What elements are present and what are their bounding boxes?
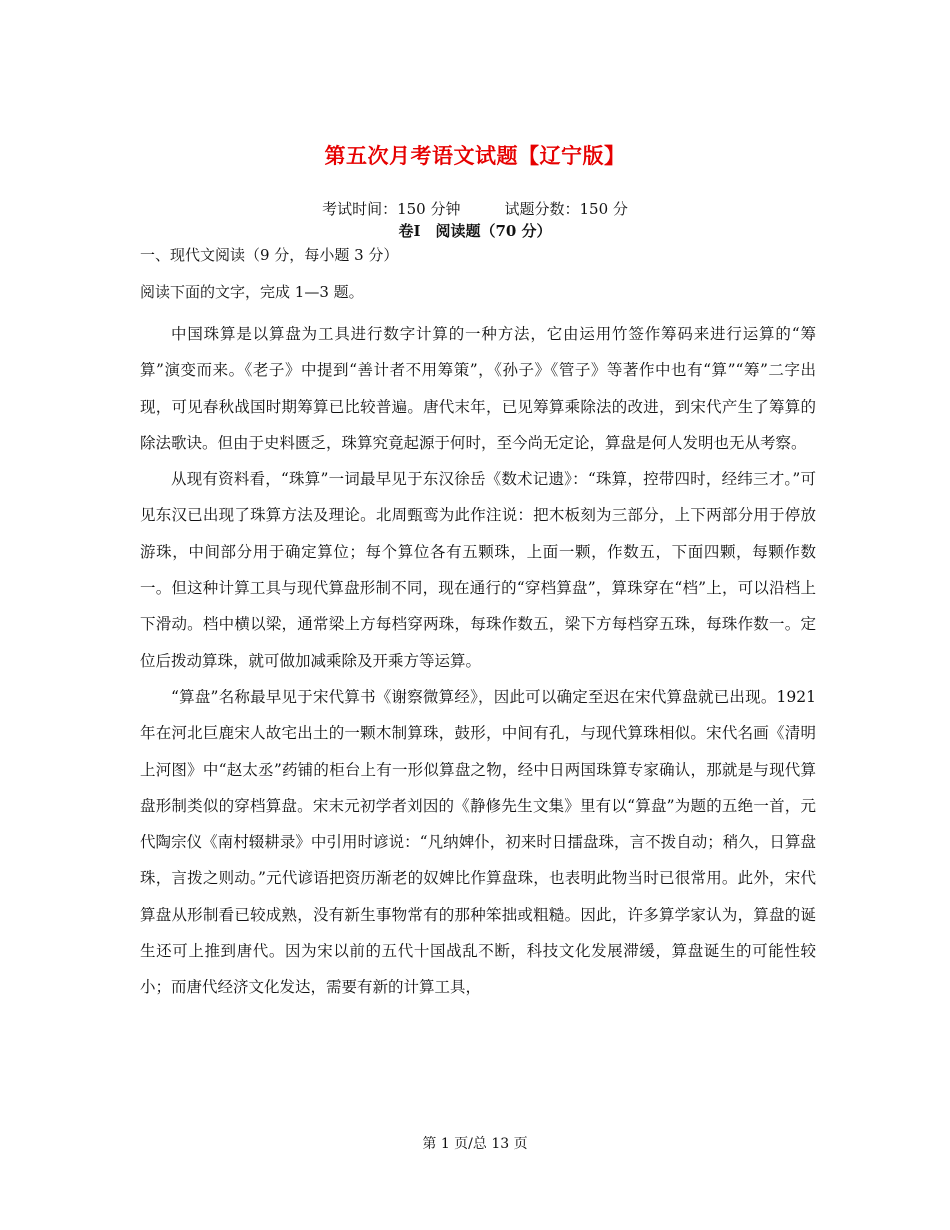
passage-paragraph-3: “算盘”名称最早见于宋代算书《谢察微算经》，因此可以确定至迟在宋代算盘就已出现。1921 年在河北巨鹿宋人故宅出土的一颗木制算珠，鼓形，中间有孔，与现代算珠相似。宋代名画《清明上河图》中“赵太丞”药铺的柜台上有一形似算盘之物，经中日两国珠算专家确认，那就是与现代算盘形制类似的穿档算盘。宋末元初学者刘因的《静修先生文集》里有以“算盘”为题的五绝一首，元代陶宗仪《南村辍耕录》中引用时谚说：“凡纳婢仆，初来时日擂盘珠，言不拨自动；稍久，日算盘珠，言拨之则动。”元代谚语把资历渐老的奴婢比作算盘珠，也表明此物当时已很常用。此外，宋代算盘从形制看已较成熟，没有新生事物常有的那种笨拙或粗糙。因此，许多算学家认为，算盘的诞生还可上推到唐代。因为宋以前的五代十国战乱不断，科技文化发展滞缓，算盘诞生的可能性较小；而唐代经济文化发达，需要有新的计算工具， xyxy=(140,687,816,997)
passage-paragraph-2: 从现有资料看，“珠算”一词最早见于东汉徐岳《数术记遗》：“珠算，控带四时，经纬三才。”可见东汉已出现了珠算方法及理论。北周甄鸾为此作注说：把木板刻为三部分，上下两部分用于停放游珠，中间部分用于确定算位；每个算位各有五颗珠，上面一颗，作数五，下面四颗，每颗作数一。但这种计算工具与现代算盘形制不同，现在通行的“穿档算盘”，算珠穿在“档”上，可以沿档上下滑动。档中横以梁，通常梁上方每档穿两珠，每珠作数五，梁下方每档穿五珠，每珠作数一。定位后拨动算珠，就可做加减乘除及开乘方等运算。 xyxy=(140,470,816,670)
exam-meta xyxy=(0,198,950,219)
page-title: 第五次月考语文试题【辽宁版】 xyxy=(324,144,626,168)
page-footer: 第 1 页/总 13 页 xyxy=(422,1136,528,1152)
section-heading: 一、现代文阅读（9 分，每小题 3 分） xyxy=(140,246,399,264)
exam-time: 考试时间：150 分钟 xyxy=(322,200,461,218)
section-instruction: 阅读下面的文字，完成 1—3 题。 xyxy=(140,283,364,301)
passage-paragraph-1: 中国珠算是以算盘为工具进行数字计算的一种方法，它由运用竹签作筹码来进行运算的“筹算”演变而来。《老子》中提到“善计者不用筹策”，《孙子》《管子》等著作中也有“算”“筹”二字出现，可见春秋战国时期筹算已比较普遍。唐代末年，已见筹算乘除法的改进，到宋代产生了筹算的除法歌诀。但由于史料匮乏，珠算究竟起源于何时，至今尚无定论，算盘是何人发明也无从考察。 xyxy=(140,325,816,452)
part-title: 卷Ⅰ 阅读题（70 分） xyxy=(398,222,552,240)
exam-score: 试题分数：150 分 xyxy=(504,200,628,218)
reading-passage xyxy=(140,316,816,1006)
